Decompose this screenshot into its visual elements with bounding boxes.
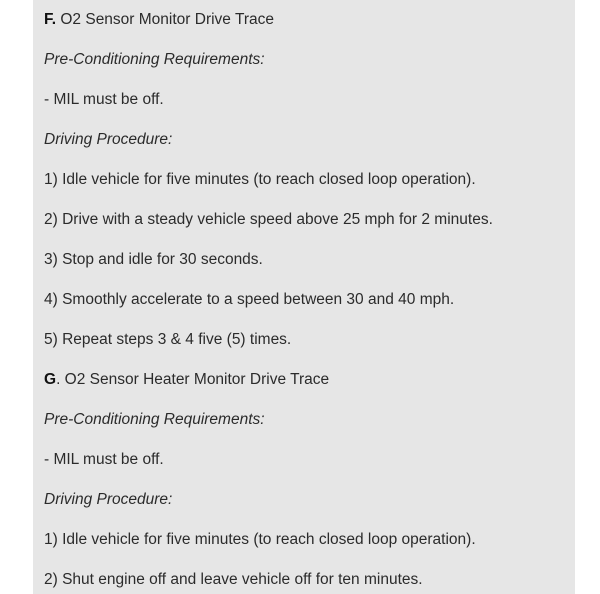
section-f-step: 2) Drive with a steady vehicle speed above 25 mph for 2 minutes. (44, 211, 493, 228)
section-g-heading (44, 370, 329, 390)
section-f-title: O2 Sensor Monitor Drive Trace (56, 11, 275, 28)
section-g-procedure-heading: Driving Procedure: (44, 491, 173, 508)
section-f-step: 4) Smoothly accelerate to a speed between 30 and 40 mph. (44, 291, 455, 308)
section-f-step: 3) Stop and idle for 30 seconds. (44, 251, 263, 268)
section-g-title: . O2 Sensor Heater Monitor Drive Trace (56, 371, 330, 388)
section-g-precond-item: - MIL must be off. (44, 451, 164, 468)
section-g-letter: G (44, 371, 57, 388)
section-f-step: 5) Repeat steps 3 & 4 five (5) times. (44, 331, 292, 348)
section-f-heading (44, 10, 274, 30)
section-g-step: 1) Idle vehicle for five minutes (to reach closed loop operation). (44, 531, 476, 548)
section-g-step: 2) Shut engine off and leave vehicle off for ten minutes. (44, 571, 423, 588)
section-f-precond-heading: Pre-Conditioning Requirements: (44, 51, 265, 68)
section-g-precond-heading: Pre-Conditioning Requirements: (44, 411, 265, 428)
section-f-letter: F. (44, 11, 57, 28)
document-panel (33, 0, 575, 594)
section-f-step: 1) Idle vehicle for five minutes (to reach closed loop operation). (44, 171, 476, 188)
section-f-procedure-heading: Driving Procedure: (44, 131, 173, 148)
section-f-precond-item: - MIL must be off. (44, 91, 164, 108)
